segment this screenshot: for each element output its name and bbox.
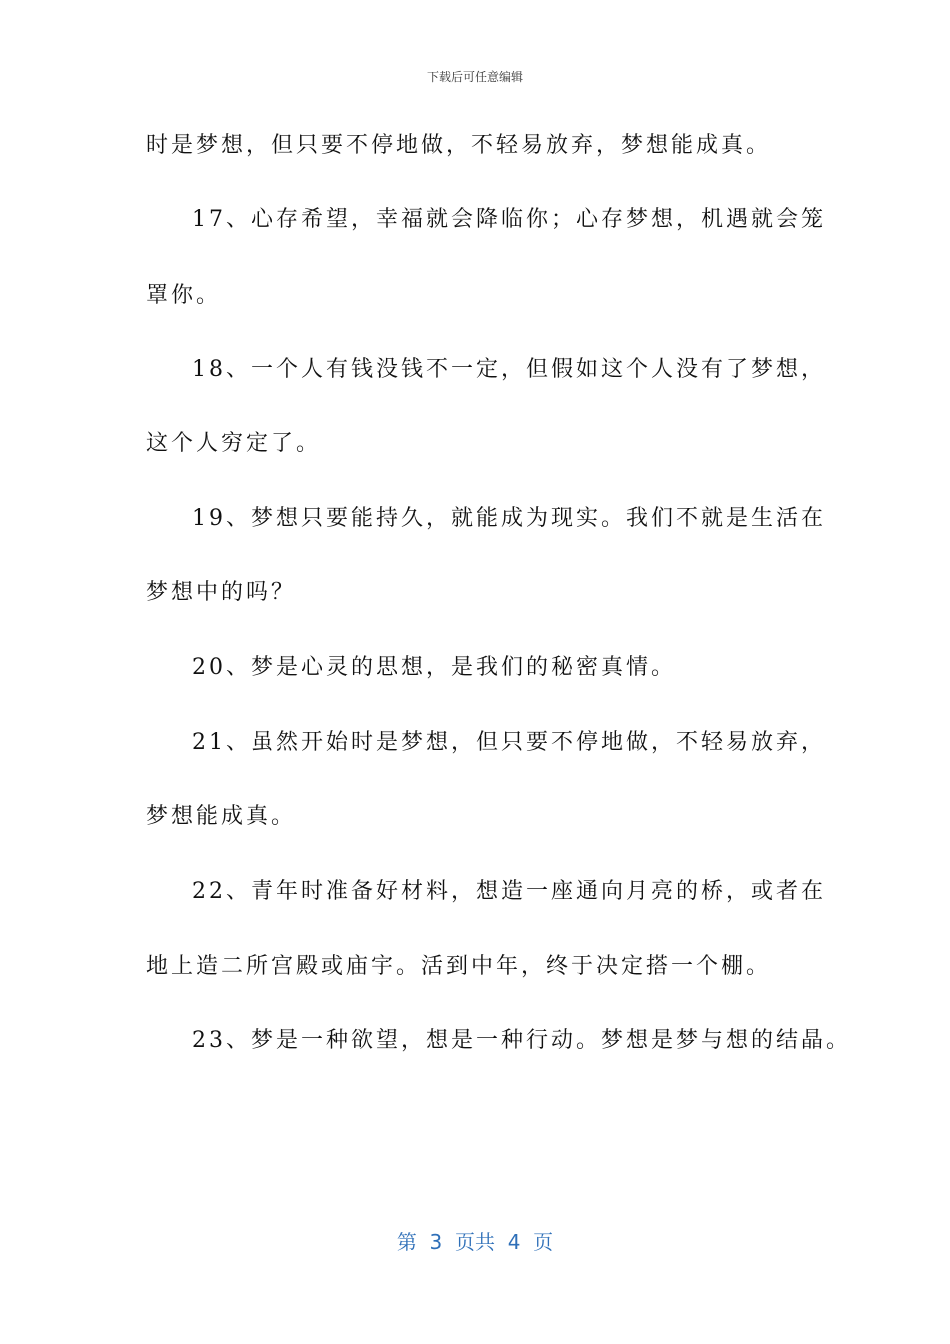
- text-line-1: 时是梦想，但只要不停地做，不轻易放弃，梦想能成真。: [146, 133, 772, 158]
- page-header: 下载后可任意编辑: [426, 70, 523, 84]
- text-line-4: 18、一个人有钱没钱不一定，但假如这个人没有了梦想，: [192, 357, 826, 382]
- text-line-10: 梦想能成真。: [146, 804, 297, 829]
- text-line-8: 20、梦是心灵的思想，是我们的秘密真情。: [192, 655, 676, 680]
- text-line-13: 23、梦是一种欲望，想是一种行动。梦想是梦与想的结晶。: [192, 1028, 851, 1053]
- text-line-11: 22、青年时准备好材料，想造一座通向月亮的桥，或者在: [192, 879, 826, 904]
- text-line-5: 这个人穷定了。: [146, 431, 322, 456]
- text-line-3: 罩你。: [146, 283, 222, 308]
- text-line-12: 地上造二所宫殿或庙宇。活到中年，终于决定搭一个棚。: [146, 954, 772, 979]
- text-line-6: 19、梦想只要能持久，就能成为现实。我们不就是生活在: [192, 506, 826, 531]
- text-line-7: 梦想中的吗？: [146, 580, 297, 605]
- text-line-9: 21、虽然开始时是梦想，但只要不停地做，不轻易放弃，: [192, 730, 826, 755]
- text-line-2: 17、心存希望，幸福就会降临你；心存梦想，机遇就会笼: [192, 207, 826, 232]
- page-number-footer: 第 3 页共 4 页: [396, 1230, 554, 1254]
